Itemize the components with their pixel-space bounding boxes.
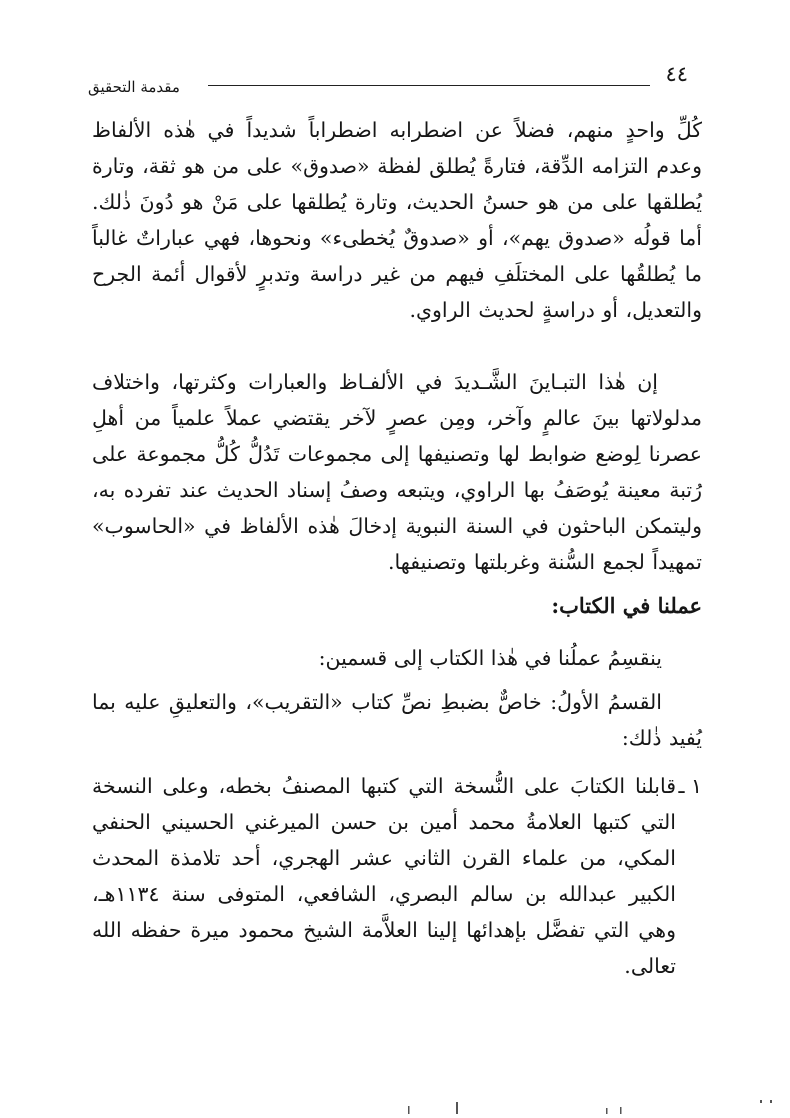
section-title: مقدمة التحقيق xyxy=(88,78,180,96)
paragraph-2: إن هٰذا التبـاينَ الشَّـديدَ في الألفـاظ والعبارات وكثرتها، واختلاف مدلولاتها بينَ عالمٍ وآخر، ومِن عصرٍ لآخر يقتضي عملاً علمياً من أهلِ عصرنا لِوضع ضوابط لها وتصنيفها إلى مجموعات تَدُلُّ كُلُّ مجموعة على رُتبة معينة يُوصَفُ بها الراوي، ويتبعه وصفُ إسناد الحديث عند تفرده به، وليتمكن الباحثون في السنة النبوية إدخالَ هٰذه الألفاظ في «الحاسوب» تمهيداً لجمع السُّنة وغربلتها وتصنيفها. xyxy=(92,370,702,574)
section-heading: عملنا في الكتاب: xyxy=(551,593,702,618)
list-item-text: قابلنا الكتابَ على النُّسخة التي كتبها المصنفُ بخطه، وعلى النسخة التي كتبها العلامةُ محمد أمين بن حسن الميرغني الحسيني الحنفي المكي، من علماء القرن الثاني عشر الهجري، أحد تلامذة المحدث الكبير عبدالله بن سالم البصري، الشافعي، المتوفى سنة ١١٣٤هـ، وهي التي تفضَّل بإهدائها إلينا العلاَّمة الشيخ محمود ميرة حفظه الله تعالى. xyxy=(92,774,676,978)
scan-speck xyxy=(760,1100,762,1103)
list-item-marker: ١ ـ xyxy=(678,774,702,798)
scan-speck xyxy=(408,1106,410,1114)
running-header xyxy=(88,62,688,102)
paragraph-1: كُلِّ واحدٍ منهم، فضلاً عن اضطرابه اضطراباً شديداً في هٰذه الألفاظ وعدم التزامه الدِّقة، فتارةً يُطلق لفظة «صدوق» على من هو ثقة، وتارة يُطلقها على من هو حسنُ الحديث، وتارة يُطلقها على مَنْ هو دُونَ ذٰلك. أما قولُه «صدوق يهم»، أو «صدوقٌ يُخطىء» ونحوها، فهي عباراتٌ غالباً ما يُطلقُها على المختلَفِ فيهم من غير دراسة وتدبرٍ لأقوال أئمة الجرح والتعديل، أو دراسةٍ لحديث الراوي. xyxy=(92,118,702,322)
header-rule xyxy=(208,85,650,86)
scan-speck xyxy=(770,1100,772,1103)
intro-line: ينقسِمُ عملُنا في هٰذا الكتاب إلى قسمين: xyxy=(318,646,662,670)
part-one-paragraph: القسمُ الأولُ: خاصٌّ بضبطِ نصِّ كتاب «التقريب»، والتعليقِ عليه بما يُفيد ذٰلك: xyxy=(92,690,702,750)
scan-speck xyxy=(606,1108,608,1114)
scan-speck xyxy=(620,1107,622,1114)
scan-speck xyxy=(456,1102,458,1114)
page-number: ٤٤ xyxy=(665,62,688,86)
list-item-1 xyxy=(92,768,702,984)
scan-artifacts xyxy=(0,1098,790,1118)
